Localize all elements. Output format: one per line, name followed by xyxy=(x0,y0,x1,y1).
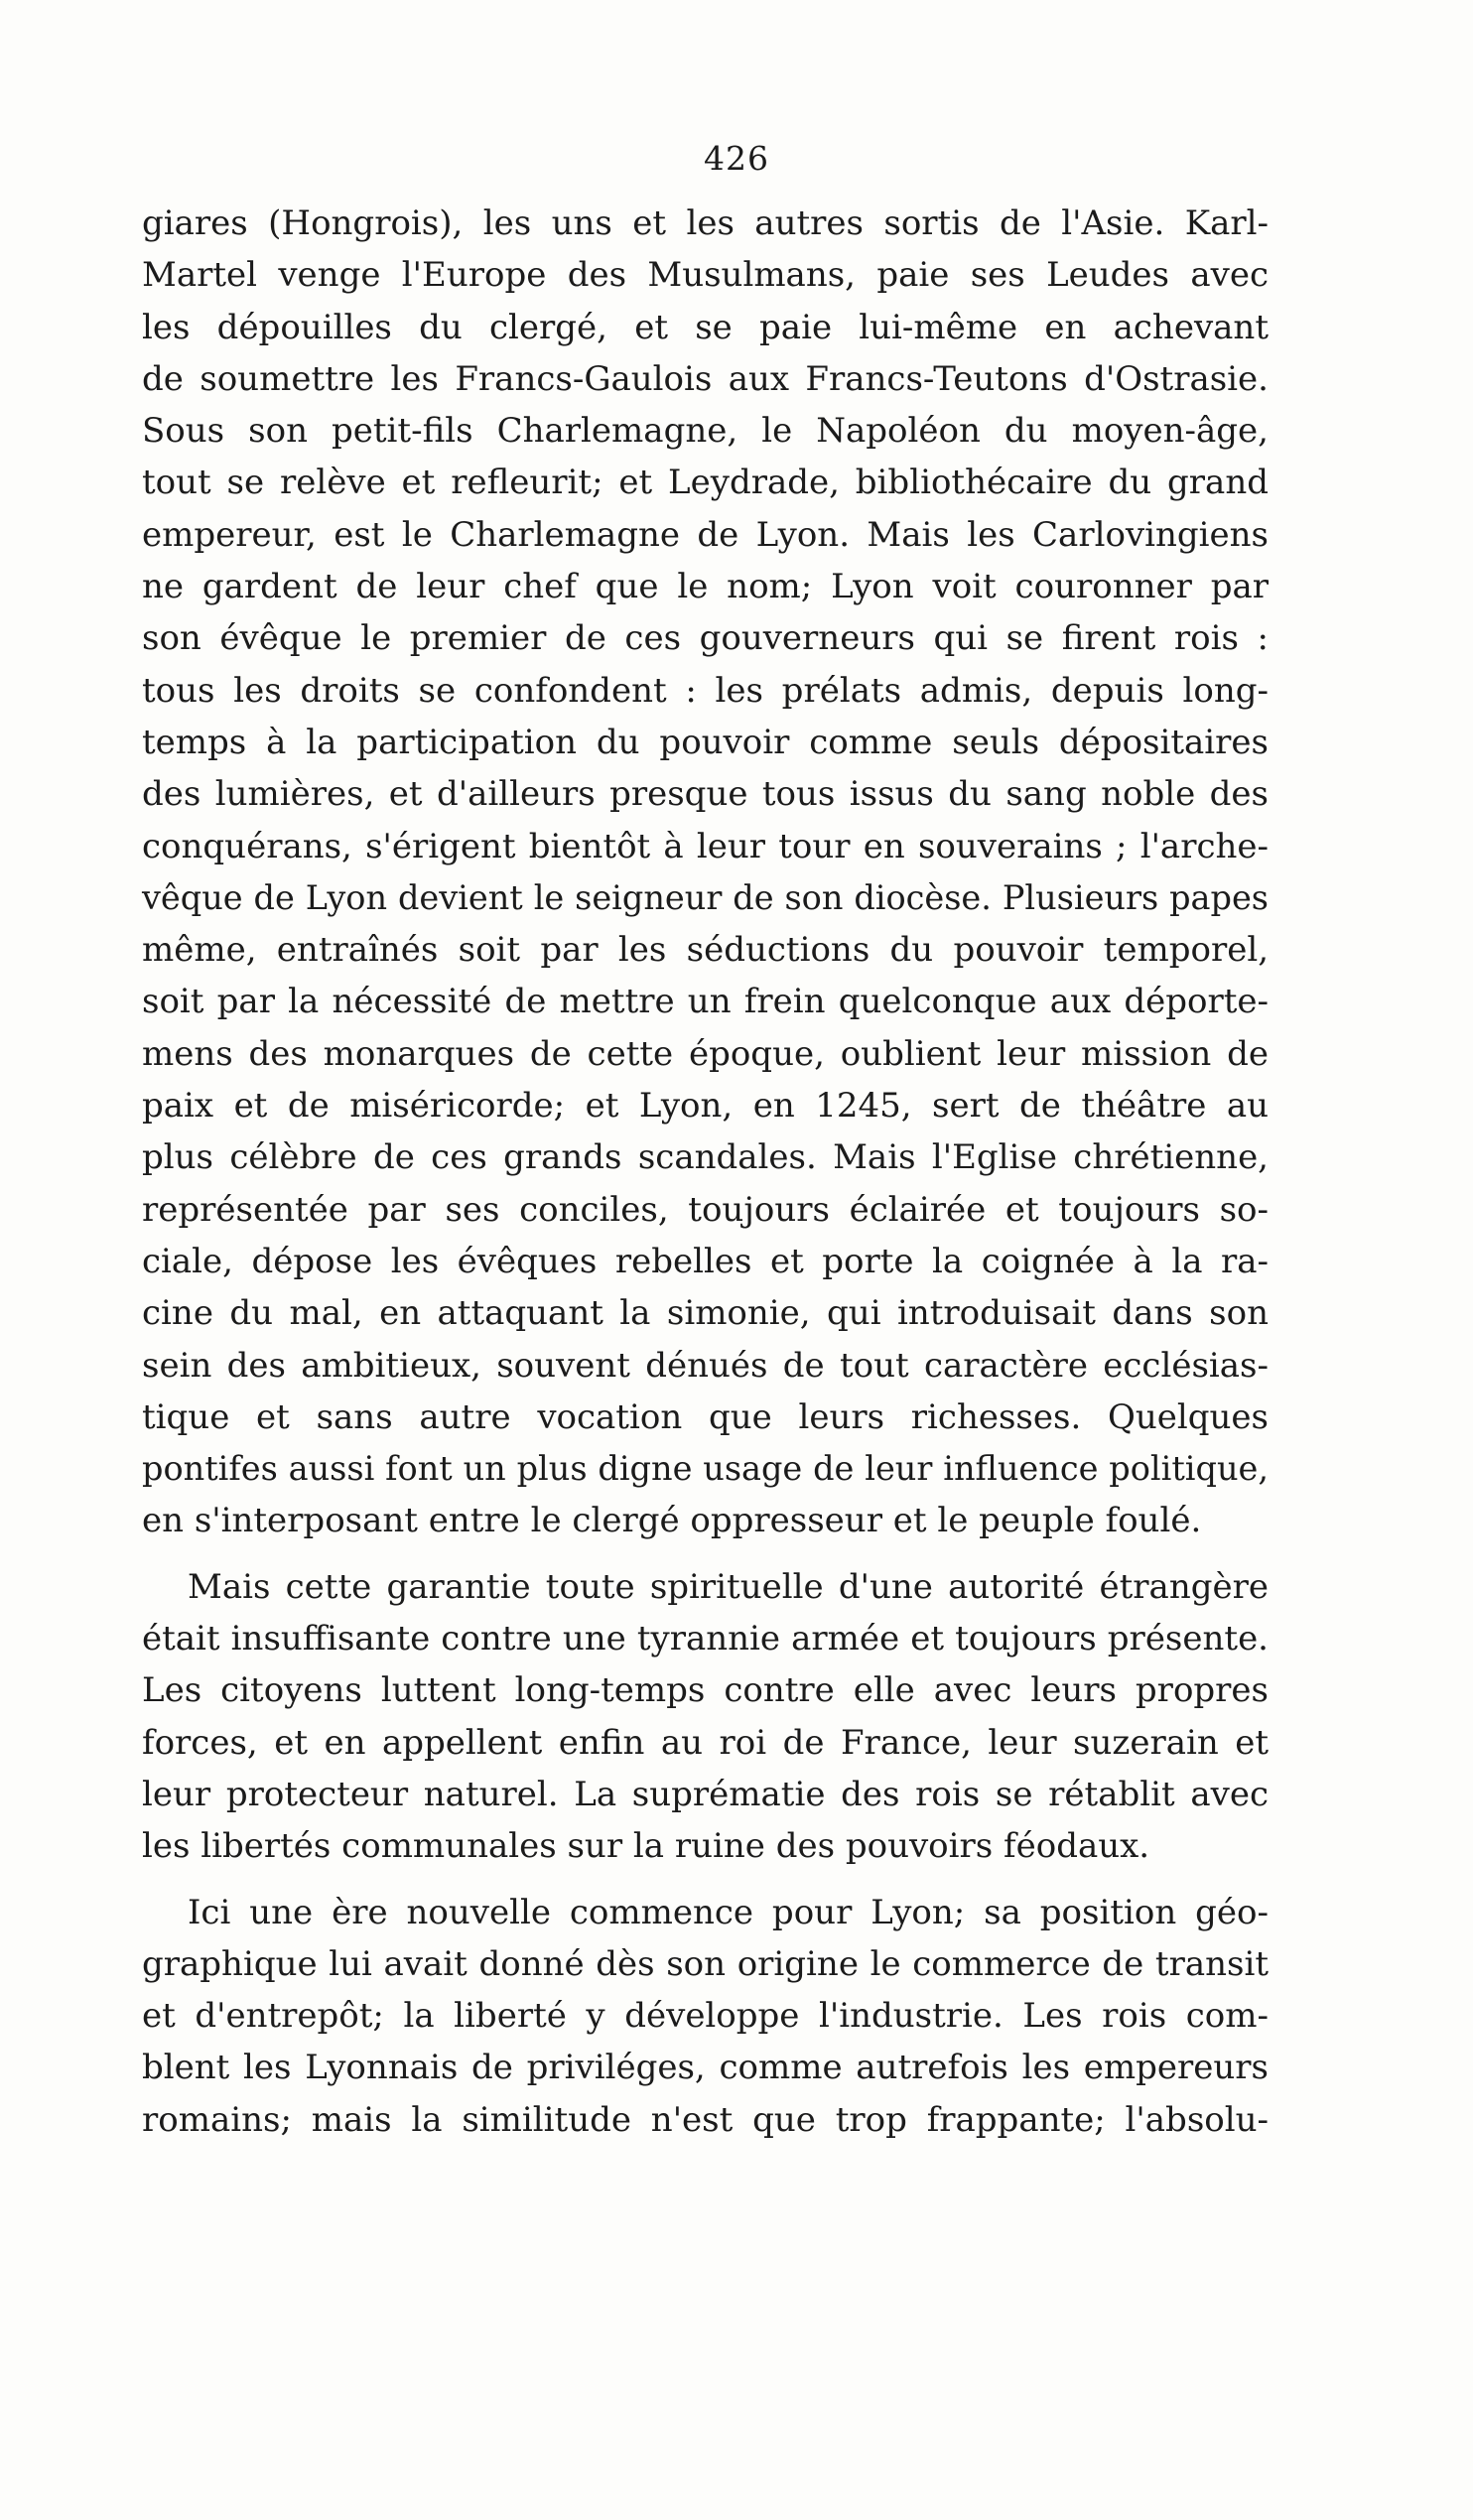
text-line: leur protecteur naturel. La suprématie des rois se rétablit avec xyxy=(142,1774,1269,1814)
text-line: Mais cette garantie toute spirituelle d'une autorité étrangère xyxy=(188,1566,1269,1607)
text-line: empereur, est le Charlemagne de Lyon. Mais les Carlovingiens xyxy=(142,514,1269,555)
text-line: romains; mais la similitude n'est que trop frappante; l'absolu- xyxy=(142,2099,1269,2140)
text-line: ne gardent de leur chef que le nom; Lyon voit couronner par xyxy=(142,567,1269,607)
text-line: ciale, dépose les évêques rebelles et porte la coignée à la ra- xyxy=(142,1241,1269,1281)
text-line: en s'interposant entre le clergé oppresseur et le peuple foulé. xyxy=(142,1501,1202,1541)
text-line: giares (Hongrois), les uns et les autres sortis de l'Asie. Karl- xyxy=(142,203,1269,243)
text-line: Ici une ère nouvelle commence pour Lyon; sa position géo- xyxy=(188,1892,1269,1932)
text-line: pontifes aussi font un plus digne usage de leur influence politique, xyxy=(142,1449,1269,1489)
text-line: Sous son petit-fils Charlemagne, le Napoléon du moyen-âge, xyxy=(142,411,1269,452)
text-line: sein des ambitieux, souvent dénués de tout caractère ecclésias- xyxy=(142,1345,1269,1386)
text-line: soit par la nécessité de mettre un frein quelconque aux déporte- xyxy=(142,982,1269,1022)
paragraph-3 xyxy=(142,1887,1269,2146)
text-line: temps à la participation du pouvoir comme seuls dépositaires xyxy=(142,722,1269,762)
text-line: blent les Lyonnais de priviléges, comme autrefois les empereurs xyxy=(142,2048,1269,2088)
paragraph-gap xyxy=(142,1547,1269,1561)
text-line: tique et sans autre vocation que leurs richesses. Quelques xyxy=(142,1396,1269,1437)
text-line: vêque de Lyon devient le seigneur de son diocèse. Plusieurs papes xyxy=(142,877,1269,917)
text-line: les libertés communales sur la ruine des pouvoirs féodaux. xyxy=(142,1826,1150,1867)
text-line: graphique lui avait donné dès son origine le commerce de transit xyxy=(142,1943,1269,1984)
text-line: mens des monarques de cette époque, oublient leur mission de xyxy=(142,1033,1269,1074)
text-line: tous les droits se confondent : les prélats admis, depuis long- xyxy=(142,670,1269,711)
paragraph-1 xyxy=(142,198,1269,1547)
text-line: forces, et en appellent enfin au roi de France, leur suzerain et xyxy=(142,1722,1269,1763)
text-line: son évêque le premier de ces gouverneurs qui se firent rois : xyxy=(142,618,1269,659)
text-line: même, entraînés soit par les séductions du pouvoir temporel, xyxy=(142,930,1269,971)
text-line: cine du mal, en attaquant la simonie, qui introduisait dans son xyxy=(142,1293,1269,1334)
text-line: Martel venge l'Europe des Musulmans, paie ses Leudes avec xyxy=(142,255,1269,296)
text-line: représentée par ses conciles, toujours éclairée et toujours so- xyxy=(142,1189,1269,1230)
text-line: paix et de miséricorde; et Lyon, en 1245, sert de théâtre au xyxy=(142,1086,1269,1127)
paragraph-2 xyxy=(142,1561,1269,1873)
text-line: et d'entrepôt; la liberté y développe l'industrie. Les rois com- xyxy=(142,1996,1269,2037)
text-line: des lumières, et d'ailleurs presque tous issus du sang noble des xyxy=(142,774,1269,815)
text-line: Les citoyens luttent long-temps contre elle avec leurs propres xyxy=(142,1670,1269,1711)
text-line: était insuffisante contre une tyrannie armée et toujours présente. xyxy=(142,1619,1269,1659)
text-line: conquérans, s'érigent bientôt à leur tour en souverains ; l'arche- xyxy=(142,826,1269,866)
text-line: plus célèbre de ces grands scandales. Mais l'Eglise chrétienne, xyxy=(142,1137,1269,1178)
body-text xyxy=(142,198,1269,2146)
text-line: de soumettre les Francs-Gaulois aux Francs-Teutons d'Ostrasie. xyxy=(142,358,1269,399)
text-line: les dépouilles du clergé, et se paie lui-même en achevant xyxy=(142,307,1269,347)
page-number: 426 xyxy=(704,139,769,178)
text-line: tout se relève et refleurit; et Leydrade, bibliothécaire du grand xyxy=(142,463,1269,503)
paragraph-gap xyxy=(142,1873,1269,1887)
